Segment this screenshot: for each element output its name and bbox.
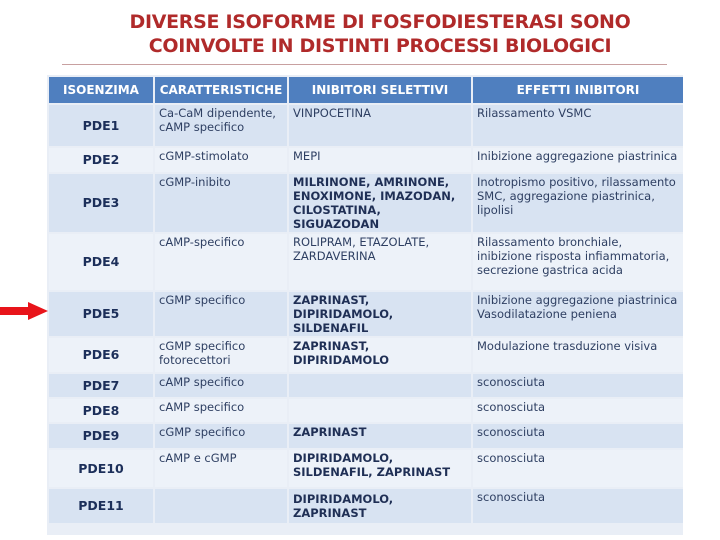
table-row (49, 338, 683, 372)
title-line-2: COINVOLTE IN DISTINTI PROCESSI BIOLOGICI (148, 35, 612, 57)
cell-caratteristiche (155, 489, 287, 523)
pde-table (47, 75, 685, 525)
table-row (49, 489, 683, 523)
cell-isoenzima: PDE4 (49, 234, 153, 290)
title-divider (62, 64, 667, 65)
cell-caratteristiche: Ca-CaM dipendente, cAMP specifico (155, 105, 287, 146)
cell-inibitori: ZAPRINAST, DIPIRIDAMOLO, SILDENAFIL (289, 292, 471, 336)
cell-effetti: sconosciuta (473, 399, 683, 422)
cell-inibitori: VINPOCETINA (289, 105, 471, 146)
cell-isoenzima: PDE11 (49, 489, 153, 523)
cell-isoenzima: PDE10 (49, 450, 153, 487)
header-caratteristiche: CARATTERISTICHE (155, 77, 287, 103)
cell-caratteristiche: cAMP e cGMP (155, 450, 287, 487)
table-row (49, 399, 683, 422)
cell-inibitori: DIPIRIDAMOLO, SILDENAFIL, ZAPRINAST (289, 450, 471, 487)
cell-isoenzima: PDE8 (49, 399, 153, 422)
cell-caratteristiche: cAMP specifico (155, 374, 287, 397)
cell-inibitori: ZAPRINAST, DIPIRIDAMOLO (289, 338, 471, 372)
cell-inibitori (289, 374, 471, 397)
cell-caratteristiche: cGMP-inibito (155, 174, 287, 232)
cell-effetti: Modulazione trasduzione visiva (473, 338, 683, 372)
cell-effetti: Inibizione aggregazione piastrinica Vasodilatazione peniena (473, 292, 683, 336)
table-row (49, 174, 683, 232)
cell-isoenzima: PDE7 (49, 374, 153, 397)
cell-isoenzima: PDE5 (49, 292, 153, 336)
table-row (49, 234, 683, 290)
table-row-highlighted (49, 292, 683, 336)
header-inibitori: INIBITORI SELETTIVI (289, 77, 471, 103)
cell-caratteristiche: cGMP specifico (155, 292, 287, 336)
slide-title (0, 10, 720, 58)
cell-inibitori: DIPIRIDAMOLO, ZAPRINAST (289, 489, 471, 523)
cell-isoenzima: PDE3 (49, 174, 153, 232)
cell-isoenzima: PDE6 (49, 338, 153, 372)
title-line-1: DIVERSE ISOFORME DI FOSFODIESTERASI SONO (129, 11, 631, 33)
cell-inibitori (289, 399, 471, 422)
table-header-row (49, 77, 683, 103)
cell-effetti: sconosciuta (473, 374, 683, 397)
cell-inibitori: ROLIPRAM, ETAZOLATE, ZARDAVERINA (289, 234, 471, 290)
cell-effetti: sconosciuta (473, 424, 683, 448)
table-row (49, 450, 683, 487)
header-effetti: EFFETTI INIBITORI (473, 77, 683, 103)
cell-caratteristiche: cAMP-specifico (155, 234, 287, 290)
cell-caratteristiche: cAMP specifico (155, 399, 287, 422)
cell-isoenzima: PDE1 (49, 105, 153, 146)
cell-isoenzima: PDE2 (49, 148, 153, 172)
cell-effetti: Inibizione aggregazione piastrinica (473, 148, 683, 172)
cell-effetti: sconosciuta (473, 489, 683, 523)
cell-effetti: Inotropismo positivo, rilassamento SMC, aggregazione piastrinica, lipolisi (473, 174, 683, 232)
cell-inibitori: MEPI (289, 148, 471, 172)
cell-caratteristiche: cGMP specifico fotorecettori (155, 338, 287, 372)
cell-effetti: Rilassamento bronchiale, inibizione risposta infiammatoria, secrezione gastrica acida (473, 234, 683, 290)
cell-inibitori: ZAPRINAST (289, 424, 471, 448)
table-row (49, 374, 683, 397)
cell-caratteristiche: cGMP specifico (155, 424, 287, 448)
table-row (49, 105, 683, 146)
red-right-arrow-icon (0, 302, 48, 320)
cell-inibitori: MILRINONE, AMRINONE, ENOXIMONE, IMAZODAN, CILOSTATINA, SIGUAZODAN (289, 174, 471, 232)
cell-effetti: sconosciuta (473, 450, 683, 487)
table-row (49, 424, 683, 448)
cell-effetti: Rilassamento VSMC (473, 105, 683, 146)
cell-isoenzima: PDE9 (49, 424, 153, 448)
pde-table-container (47, 75, 683, 535)
table-row (49, 148, 683, 172)
cell-caratteristiche: cGMP-stimolato (155, 148, 287, 172)
header-isoenzima: ISOENZIMA (49, 77, 153, 103)
